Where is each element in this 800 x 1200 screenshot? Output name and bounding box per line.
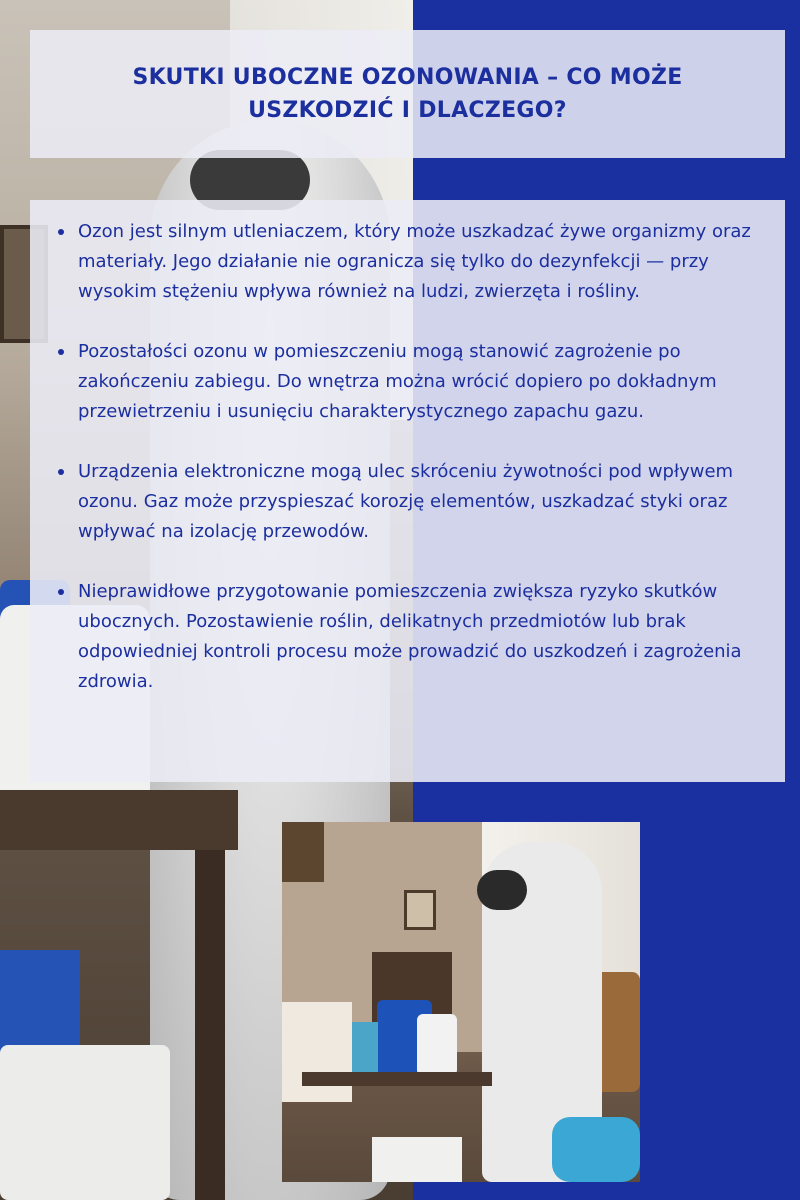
bullet-dot xyxy=(58,229,64,235)
bullet-text: Ozon jest silnym utleniaczem, który może uszkadzać żywe organizmy oraz materiały. Jego działanie nie ogranicza się tylko do dezynfekcji — przy wysokim stężeniu wpływa również na ludzi, zwierzęta i rośliny. xyxy=(78,221,751,302)
bullet-text: Nieprawidłowe przygotowanie pomieszczenia zwiększa ryzyko skutków ubocznych. Pozostawienie roślin, delikatnych przedmiotów lub brak odpowiedniej kontroli procesu może prowadzić do uszkodzeń i zagrożenia zdrowia. xyxy=(78,581,742,692)
background-white-crate xyxy=(0,1045,170,1200)
inset-white-crate xyxy=(372,1137,462,1182)
bullet-text: Pozostałości ozonu w pomieszczeniu mogą stanowić zagrożenie po zakończeniu zabiegu. Do wnętrza można wrócić dopiero po dokładnym przewietrzeniu i usunięciu charakterystycznego zapachu gazu. xyxy=(78,341,717,422)
bullet-dot xyxy=(58,469,64,475)
inset-painting xyxy=(282,822,324,882)
bullet-item xyxy=(78,457,757,547)
inset-white-jug xyxy=(417,1014,457,1076)
bullet-item xyxy=(78,337,757,427)
inset-bed xyxy=(282,1002,352,1102)
inset-portrait xyxy=(404,890,436,930)
bullet-text: Urządzenia elektroniczne mogą ulec skróceniu żywotności pod wpływem ozonu. Gaz może przyspieszać korozję elementów, uszkadzać styki oraz wpływać na izolację przewodów. xyxy=(78,461,734,542)
inset-blue-bags xyxy=(552,1117,640,1182)
inset-respirator xyxy=(477,870,527,910)
content-panel xyxy=(30,200,785,782)
page-title: SKUTKI UBOCZNE OZONOWANIA – CO MOŻE USZKODZIĆ I DLACZEGO? xyxy=(132,65,683,123)
background-table xyxy=(0,790,238,850)
inset-photo xyxy=(282,822,640,1182)
bullet-dot xyxy=(58,349,64,355)
bullet-item xyxy=(78,217,757,307)
title-panel xyxy=(30,30,785,158)
bullet-dot xyxy=(58,589,64,595)
inset-table xyxy=(302,1072,492,1086)
bullet-item xyxy=(78,577,757,697)
bullet-list xyxy=(78,217,757,697)
background-table-leg xyxy=(195,850,225,1200)
